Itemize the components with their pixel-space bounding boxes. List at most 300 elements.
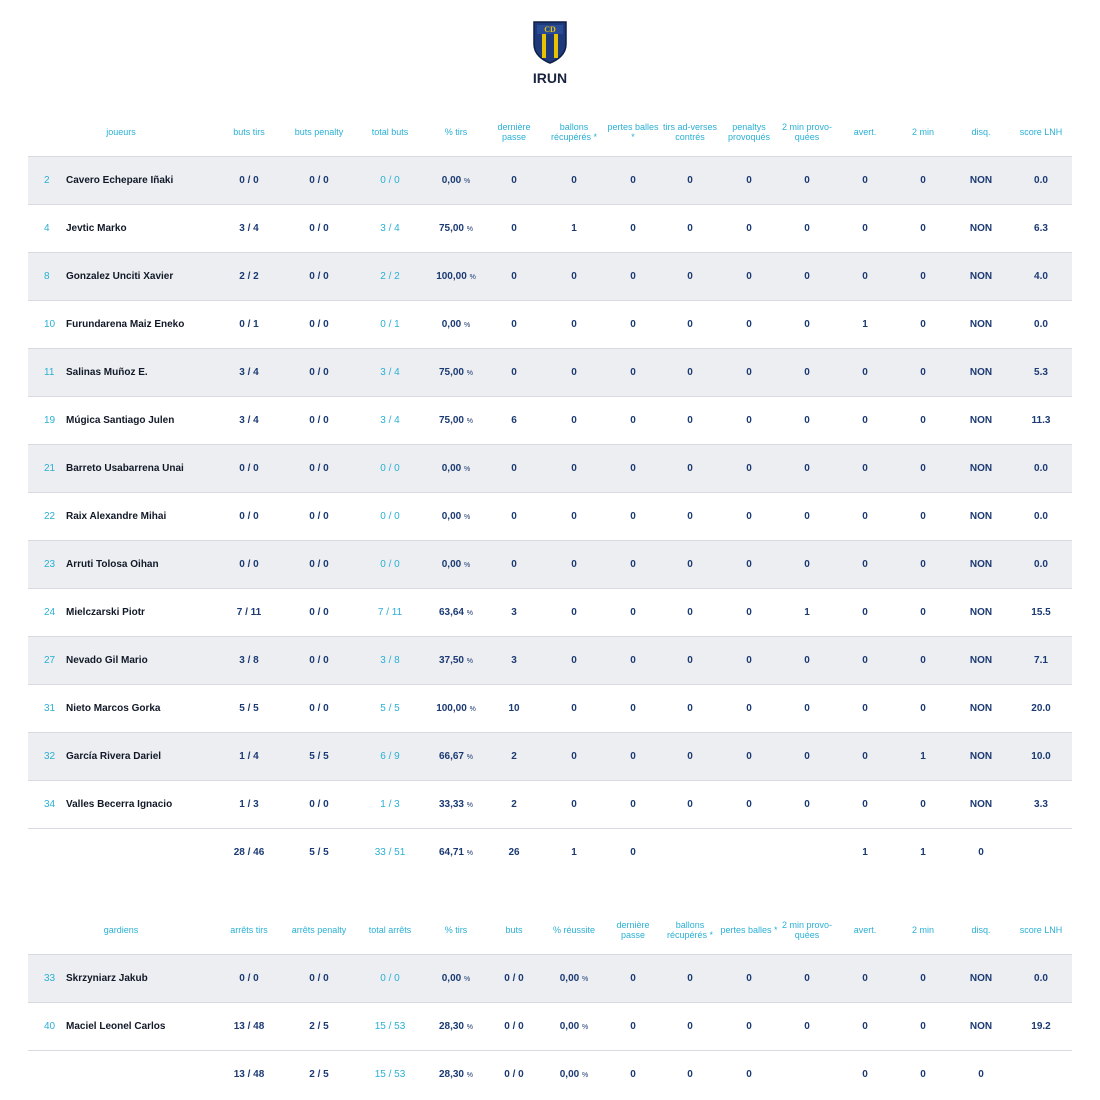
stat-pct (426, 780, 486, 828)
players-totals-row (28, 828, 1072, 876)
percent-unit: % (466, 609, 474, 617)
percent-value: 0,00 (559, 1020, 580, 1032)
stat-min2: 0 (894, 348, 952, 396)
stat-min2: 0 (894, 444, 952, 492)
stat-arrets-penalty: 2 / 5 (284, 1002, 354, 1050)
stat-buts-penalty: 0 / 0 (284, 588, 354, 636)
players-row[interactable] (28, 588, 1072, 636)
jersey-number: 34 (28, 780, 64, 828)
stat-tirs-adv: 0 (660, 444, 720, 492)
total-total-buts: 33 / 51 (374, 846, 406, 858)
total-avert: 0 (862, 1068, 868, 1080)
percent-unit: % (464, 177, 471, 185)
player-name[interactable]: Maciel Leonel Carlos (64, 1002, 214, 1050)
stat-ballons: 0 (542, 684, 606, 732)
percent-unit: % (466, 657, 474, 665)
jersey-number: 10 (28, 300, 64, 348)
stat-ballons: 0 (542, 156, 606, 204)
total-arrets-penalty: 2 / 5 (309, 1068, 329, 1080)
stat-buts-tirs: 3 / 4 (214, 348, 284, 396)
stat-min2: 0 (894, 396, 952, 444)
stat-avert: 0 (836, 348, 894, 396)
percent-value: 64,71 (438, 846, 464, 858)
total-avert: 1 (862, 846, 868, 858)
stat-buts-tirs: 7 / 11 (214, 588, 284, 636)
stat-tirs-adv: 0 (660, 684, 720, 732)
stat-disq: NON (952, 540, 1010, 588)
players-row[interactable] (28, 444, 1072, 492)
total-ballons: 0 (687, 1068, 693, 1080)
stat-buts-penalty: 0 / 0 (284, 780, 354, 828)
stat-min2: 0 (894, 1002, 952, 1050)
stat-min-prov: 0 (778, 1002, 836, 1050)
stat-pertes: 0 (606, 348, 660, 396)
percent-unit: % (466, 417, 474, 425)
percent-unit: % (464, 465, 471, 473)
stat-total-buts: 3 / 4 (354, 204, 426, 252)
goalkeepers-header-5: buts (486, 906, 542, 954)
stat-min-prov: 0 (778, 636, 836, 684)
percent-value: 63,64 (438, 606, 464, 618)
jersey-number: 11 (28, 348, 64, 396)
total-pct (426, 1050, 486, 1098)
players-row[interactable] (28, 780, 1072, 828)
stat-score: 0.0 (1010, 540, 1072, 588)
stat-tirs-adv: 0 (660, 732, 720, 780)
stat-pct (426, 348, 486, 396)
total-derniere-passe: 26 (508, 846, 520, 858)
player-name[interactable]: Múgica Santiago Julen (64, 396, 214, 444)
players-row[interactable] (28, 636, 1072, 684)
player-name[interactable]: Nieto Marcos Gorka (64, 684, 214, 732)
stat-buts-penalty: 0 / 0 (284, 540, 354, 588)
stat-total-buts: 6 / 9 (354, 732, 426, 780)
stat-buts: 0 / 0 (486, 954, 542, 1002)
percent-unit: % (466, 225, 474, 233)
stat-buts-penalty: 0 / 0 (284, 156, 354, 204)
goalkeepers-header-9: pertes balles * (720, 906, 778, 954)
stat-pct (426, 588, 486, 636)
stat-tirs-adv: 0 (660, 780, 720, 828)
stat-pen-prov: 0 (720, 252, 778, 300)
stat-total-buts: 3 / 8 (354, 636, 426, 684)
stat-buts-tirs: 1 / 3 (214, 780, 284, 828)
total-buts: 0 / 0 (504, 1068, 524, 1080)
stat-pertes: 0 (606, 396, 660, 444)
stat-pct (426, 300, 486, 348)
stat-pertes: 0 (606, 636, 660, 684)
stat-tirs-adv: 0 (660, 636, 720, 684)
stat-total-buts: 0 / 1 (354, 300, 426, 348)
players-row[interactable] (28, 684, 1072, 732)
stat-disq: NON (952, 684, 1010, 732)
jersey-number: 31 (28, 684, 64, 732)
stat-score: 0.0 (1010, 492, 1072, 540)
stat-tirs-adv: 0 (660, 300, 720, 348)
percent-value: 0,00 (441, 462, 462, 474)
stat-score: 6.3 (1010, 204, 1072, 252)
stat-pertes: 0 (606, 156, 660, 204)
stat-derniere-passe: 3 (486, 636, 542, 684)
stat-pertes: 0 (606, 300, 660, 348)
player-name[interactable]: Mielczarski Piotr (64, 588, 214, 636)
percent-unit: % (582, 1071, 589, 1079)
players-row[interactable] (28, 540, 1072, 588)
team-header (0, 0, 1100, 86)
stat-pen-prov: 0 (720, 540, 778, 588)
stat-pct (426, 1002, 486, 1050)
jersey-number: 40 (28, 1002, 64, 1050)
stat-buts-penalty: 0 / 0 (284, 636, 354, 684)
stat-disq: NON (952, 732, 1010, 780)
player-name[interactable]: Skrzyniarz Jakub (64, 954, 214, 1002)
percent-unit: % (469, 705, 476, 713)
stat-total-buts: 0 / 0 (354, 492, 426, 540)
stat-score: 15.5 (1010, 588, 1072, 636)
stat-disq: NON (952, 492, 1010, 540)
goalkeepers-header-11: avert. (836, 906, 894, 954)
stat-avert: 0 (836, 780, 894, 828)
stat-pen-prov: 0 (720, 204, 778, 252)
total-pertes: 0 (630, 846, 636, 858)
stat-min-prov: 0 (778, 732, 836, 780)
stat-pertes: 0 (606, 588, 660, 636)
players-row[interactable] (28, 732, 1072, 780)
empty-cell (64, 828, 214, 876)
stat-min2: 1 (894, 732, 952, 780)
players-row[interactable] (28, 492, 1072, 540)
stat-tirs-adv: 0 (660, 396, 720, 444)
players-row[interactable] (28, 300, 1072, 348)
stat-pertes: 0 (720, 954, 778, 1002)
players-header-6: ballons récupérés * (542, 108, 606, 156)
stat-derniere-passe: 3 (486, 588, 542, 636)
stat-avert: 0 (836, 396, 894, 444)
stat-buts-penalty: 5 / 5 (284, 732, 354, 780)
players-row[interactable] (28, 396, 1072, 444)
stat-score: 5.3 (1010, 348, 1072, 396)
stat-score: 19.2 (1010, 1002, 1072, 1050)
stat-disq: NON (952, 588, 1010, 636)
players-header-4: % tirs (426, 108, 486, 156)
total-tirs-adv (660, 828, 720, 876)
stat-pct (426, 444, 486, 492)
stat-pertes: 0 (606, 540, 660, 588)
stat-derniere-passe: 0 (486, 204, 542, 252)
total-score (1010, 828, 1072, 876)
goalkeepers-header-8: ballons récupérés * (660, 906, 720, 954)
goalkeepers-header-4: % tirs (426, 906, 486, 954)
goalkeepers-totals-row (28, 1050, 1072, 1098)
stat-pertes: 0 (606, 732, 660, 780)
stat-reussite (542, 954, 606, 1002)
goalkeepers-header-2: arrêts penalty (284, 906, 354, 954)
stat-min-prov: 0 (778, 444, 836, 492)
stat-ballons: 0 (542, 780, 606, 828)
jersey-number: 32 (28, 732, 64, 780)
percent-unit: % (469, 273, 476, 281)
percent-value: 33,33 (438, 798, 464, 810)
stat-ballons: 0 (542, 444, 606, 492)
stat-score: 0.0 (1010, 954, 1072, 1002)
stat-pertes: 0 (606, 444, 660, 492)
stat-buts-tirs: 3 / 4 (214, 396, 284, 444)
stat-avert: 0 (836, 636, 894, 684)
stat-avert: 0 (836, 588, 894, 636)
jersey-number: 22 (28, 492, 64, 540)
percent-value: 75,00 (438, 222, 464, 234)
stat-min-prov: 0 (778, 300, 836, 348)
stat-avert: 0 (836, 732, 894, 780)
stat-ballons: 0 (542, 252, 606, 300)
stat-score: 4.0 (1010, 252, 1072, 300)
stat-buts-penalty: 0 / 0 (284, 492, 354, 540)
player-name[interactable]: Gonzalez Unciti Xavier (64, 252, 214, 300)
percent-value: 0,00 (441, 558, 462, 570)
stat-avert: 0 (836, 1002, 894, 1050)
stat-avert: 0 (836, 540, 894, 588)
percent-unit: % (582, 1023, 589, 1031)
total-arrets-tirs: 13 / 48 (233, 1068, 265, 1080)
percent-unit: % (466, 753, 474, 761)
goalkeepers-header-1: arrêts tirs (214, 906, 284, 954)
total-score (1010, 1050, 1072, 1098)
goalkeepers-header-13: disq. (952, 906, 1010, 954)
stat-pertes: 0 (606, 684, 660, 732)
stat-tirs-adv: 0 (660, 204, 720, 252)
stat-pct (426, 954, 486, 1002)
player-name[interactable]: Arruti Tolosa Oihan (64, 540, 214, 588)
stat-pen-prov: 0 (720, 780, 778, 828)
percent-value: 28,30 (438, 1068, 464, 1080)
stat-min-prov: 0 (778, 684, 836, 732)
stat-pct (426, 204, 486, 252)
goalkeepers-stats-table (28, 906, 1072, 1098)
player-name[interactable]: Jevtic Marko (64, 204, 214, 252)
players-row[interactable] (28, 348, 1072, 396)
stat-total-buts: 5 / 5 (354, 684, 426, 732)
goalkeepers-header-0: gardiens (28, 906, 214, 954)
stat-avert: 0 (836, 954, 894, 1002)
stat-min-prov: 0 (778, 540, 836, 588)
jersey-number: 4 (28, 204, 64, 252)
stat-buts-penalty: 0 / 0 (284, 252, 354, 300)
stat-pct (426, 156, 486, 204)
stat-avert: 0 (836, 204, 894, 252)
stat-pct (426, 540, 486, 588)
empty-cell (64, 1050, 214, 1098)
stat-tirs-adv: 0 (660, 540, 720, 588)
stat-avert: 1 (836, 300, 894, 348)
stat-pen-prov: 0 (720, 396, 778, 444)
stat-buts-tirs: 0 / 0 (214, 540, 284, 588)
stat-min-prov: 0 (778, 780, 836, 828)
jersey-number: 2 (28, 156, 64, 204)
stat-arrets-tirs: 0 / 0 (214, 954, 284, 1002)
stat-score: 7.1 (1010, 636, 1072, 684)
stat-score: 0.0 (1010, 300, 1072, 348)
percent-unit: % (466, 801, 474, 809)
players-header-12: 2 min (894, 108, 952, 156)
stat-pct (426, 732, 486, 780)
total-derniere-passe: 0 (630, 1068, 636, 1080)
stat-avert: 0 (836, 684, 894, 732)
team-name: IRUN (532, 70, 568, 86)
stat-disq: NON (952, 780, 1010, 828)
stat-derniere-passe: 0 (606, 954, 660, 1002)
stat-total-buts: 3 / 4 (354, 396, 426, 444)
players-header-7: pertes balles * (606, 108, 660, 156)
stat-total-buts: 0 / 0 (354, 540, 426, 588)
goalkeepers-header-3: total arrêts (354, 906, 426, 954)
stat-disq: NON (952, 204, 1010, 252)
player-name[interactable]: Nevado Gil Mario (64, 636, 214, 684)
players-row[interactable] (28, 252, 1072, 300)
total-min2: 0 (920, 1068, 926, 1080)
percent-value: 37,50 (438, 654, 464, 666)
stat-tirs-adv: 0 (660, 252, 720, 300)
stat-pct (426, 252, 486, 300)
percent-value: 100,00 (436, 702, 467, 714)
percent-unit: % (466, 1023, 474, 1031)
percent-unit: % (464, 321, 471, 329)
stat-score: 20.0 (1010, 684, 1072, 732)
stat-buts-penalty: 0 / 0 (284, 684, 354, 732)
jersey-number: 19 (28, 396, 64, 444)
stat-pct (426, 492, 486, 540)
stat-derniere-passe: 0 (606, 1002, 660, 1050)
total-reussite (542, 1050, 606, 1098)
players-header-1: buts tirs (214, 108, 284, 156)
stat-derniere-passe: 10 (486, 684, 542, 732)
percent-unit: % (464, 975, 471, 983)
player-name[interactable]: Furundarena Maiz Eneko (64, 300, 214, 348)
player-name[interactable]: García Rivera Dariel (64, 732, 214, 780)
total-pen-prov (720, 828, 778, 876)
jersey-number: 8 (28, 252, 64, 300)
stat-pen-prov: 0 (720, 588, 778, 636)
stat-buts-penalty: 0 / 0 (284, 300, 354, 348)
stat-disq: NON (952, 636, 1010, 684)
total-min2: 1 (920, 846, 926, 858)
total-disq: 0 (978, 846, 984, 858)
player-name[interactable]: Valles Becerra Ignacio (64, 780, 214, 828)
stat-disq: NON (952, 300, 1010, 348)
stat-min2: 0 (894, 204, 952, 252)
stat-derniere-passe: 0 (486, 444, 542, 492)
stat-ballons: 0 (542, 732, 606, 780)
percent-unit: % (582, 975, 589, 983)
stat-min-prov: 0 (778, 492, 836, 540)
stat-total-buts: 3 / 4 (354, 348, 426, 396)
stat-ballons: 0 (660, 1002, 720, 1050)
total-pct (426, 828, 486, 876)
stat-disq: NON (952, 252, 1010, 300)
stat-ballons: 0 (542, 300, 606, 348)
stat-arrets-penalty: 0 / 0 (284, 954, 354, 1002)
percent-value: 0,00 (559, 1068, 580, 1080)
stat-ballons: 0 (660, 954, 720, 1002)
stat-buts-penalty: 0 / 0 (284, 204, 354, 252)
stat-total-buts: 1 / 3 (354, 780, 426, 828)
percent-unit: % (466, 369, 474, 377)
stat-disq: NON (952, 348, 1010, 396)
stat-score: 11.3 (1010, 396, 1072, 444)
stat-pertes: 0 (606, 204, 660, 252)
total-buts-penalty: 5 / 5 (309, 846, 329, 858)
stat-min2: 0 (894, 588, 952, 636)
stat-buts: 0 / 0 (486, 1002, 542, 1050)
stat-min2: 0 (894, 156, 952, 204)
stat-score: 3.3 (1010, 780, 1072, 828)
stat-disq: NON (952, 1002, 1010, 1050)
stat-derniere-passe: 0 (486, 156, 542, 204)
total-min-prov (778, 1050, 836, 1098)
stat-tirs-adv: 0 (660, 348, 720, 396)
jersey-number: 24 (28, 588, 64, 636)
player-name[interactable]: Salinas Muñoz E. (64, 348, 214, 396)
stat-avert: 0 (836, 492, 894, 540)
stat-pen-prov: 0 (720, 300, 778, 348)
stat-buts-penalty: 0 / 0 (284, 396, 354, 444)
stat-min-prov: 0 (778, 204, 836, 252)
stat-tirs-adv: 0 (660, 156, 720, 204)
stat-buts-tirs: 0 / 1 (214, 300, 284, 348)
stat-ballons: 0 (542, 396, 606, 444)
player-name[interactable]: Raix Alexandre Mihai (64, 492, 214, 540)
stat-min2: 0 (894, 540, 952, 588)
stat-buts-tirs: 3 / 8 (214, 636, 284, 684)
stat-buts-tirs: 1 / 4 (214, 732, 284, 780)
percent-unit: % (464, 561, 471, 569)
stat-total-buts: 7 / 11 (354, 588, 426, 636)
stat-ballons: 0 (542, 588, 606, 636)
jersey-number: 33 (28, 954, 64, 1002)
stat-score: 0.0 (1010, 444, 1072, 492)
percent-value: 0,00 (441, 972, 462, 984)
stat-ballons: 1 (542, 204, 606, 252)
empty-cell (28, 828, 64, 876)
player-name[interactable]: Barreto Usabarrena Unai (64, 444, 214, 492)
stat-total-buts: 0 / 0 (354, 156, 426, 204)
goalkeepers-row[interactable] (28, 954, 1072, 1002)
stat-min-prov: 1 (778, 588, 836, 636)
players-header-2: buts penalty (284, 108, 354, 156)
percent-value: 100,00 (436, 270, 467, 282)
stat-derniere-passe: 0 (486, 540, 542, 588)
stat-derniere-passe: 2 (486, 732, 542, 780)
players-header-0: joueurs (28, 108, 214, 156)
stat-min2: 0 (894, 492, 952, 540)
stat-disq: NON (952, 396, 1010, 444)
stat-min2: 0 (894, 780, 952, 828)
goalkeepers-header-14: score LNH (1010, 906, 1072, 954)
stat-pct (426, 636, 486, 684)
players-row[interactable] (28, 156, 1072, 204)
stat-derniere-passe: 2 (486, 780, 542, 828)
empty-cell (28, 1050, 64, 1098)
players-row[interactable] (28, 204, 1072, 252)
stat-min-prov: 0 (778, 252, 836, 300)
stat-tirs-adv: 0 (660, 492, 720, 540)
goalkeepers-row[interactable] (28, 1002, 1072, 1050)
stat-reussite (542, 1002, 606, 1050)
stat-min-prov: 0 (778, 954, 836, 1002)
stat-ballons: 0 (542, 636, 606, 684)
player-name[interactable]: Cavero Echepare Iñaki (64, 156, 214, 204)
stat-pertes: 0 (606, 780, 660, 828)
players-header-8: tirs ad-verses contrés (660, 108, 720, 156)
